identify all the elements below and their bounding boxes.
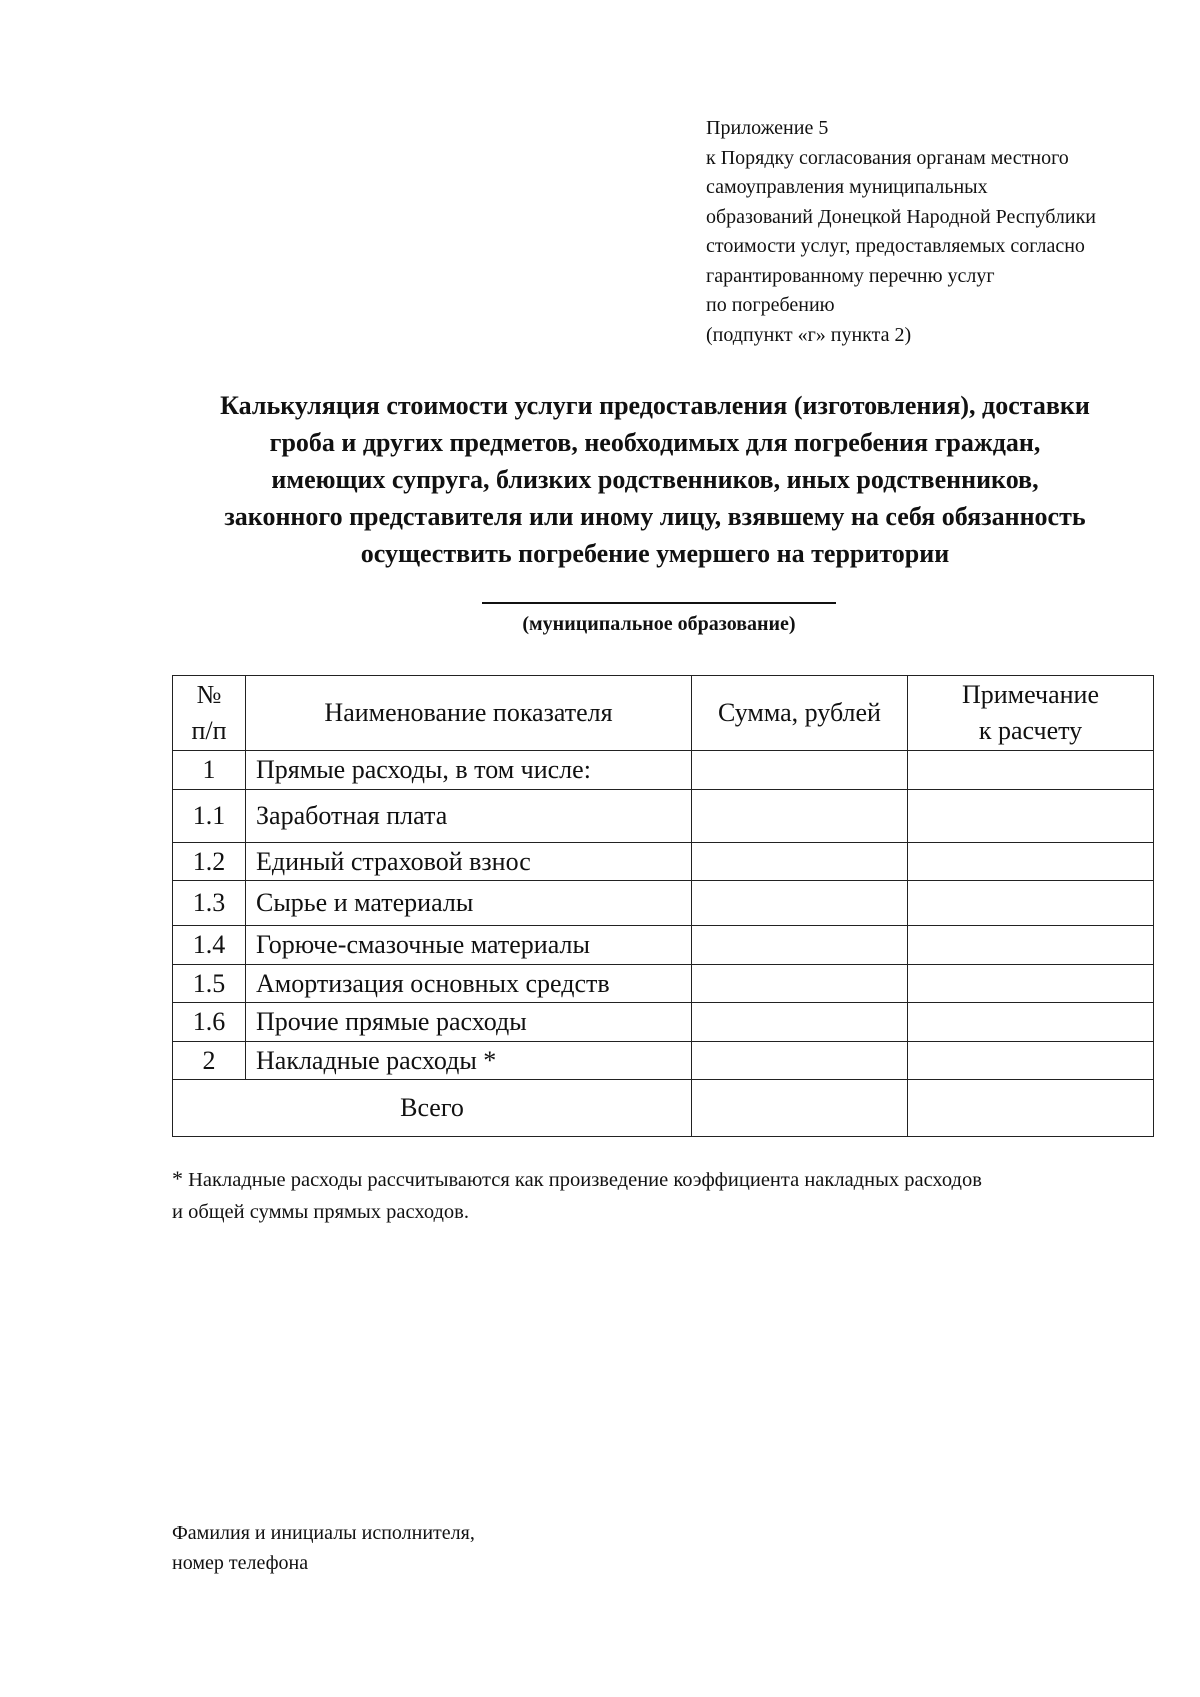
annex-line: (подпункт «г» пункта 2): [706, 323, 912, 346]
row-note-cell[interactable]: [908, 751, 1154, 790]
row-note-cell[interactable]: [908, 1042, 1154, 1080]
row-sum-cell[interactable]: [692, 926, 908, 965]
table-row: [173, 881, 1154, 926]
municipality-caption: (муниципальное образование): [522, 613, 796, 635]
table-row: [173, 1003, 1154, 1042]
table-row: [173, 751, 1154, 790]
total-note-cell[interactable]: [908, 1080, 1154, 1137]
row-name: Накладные расходы *: [246, 1042, 692, 1080]
total-label: Всего: [173, 1080, 692, 1137]
row-name: Амортизация основных средств: [246, 965, 692, 1003]
annex-line: самоуправления муниципальных: [706, 176, 988, 198]
municipality-blank-line: [482, 602, 836, 604]
row-sum-cell[interactable]: [692, 1003, 908, 1042]
annex-line: к Порядку согласования органам местного: [706, 146, 1069, 169]
table-row: [173, 965, 1154, 1003]
annex-line: по погребению: [706, 294, 835, 316]
table-row: [173, 926, 1154, 965]
title-line: имеющих супруга, близких родственников, иных родственников,: [271, 465, 1039, 494]
row-name: Сырье и материалы: [246, 881, 692, 926]
header-sum: Сумма, рублей: [692, 676, 908, 751]
row-note-cell[interactable]: [908, 926, 1154, 965]
row-num: 1: [173, 751, 246, 790]
annex-line: Приложение 5: [706, 117, 829, 139]
signature-line-2: номер телефона: [172, 1552, 309, 1574]
row-name: Прямые расходы, в том числе:: [246, 751, 692, 790]
header-name: Наименование показателя: [246, 676, 692, 751]
row-num: 1.5: [173, 965, 246, 1003]
row-note-cell[interactable]: [908, 1003, 1154, 1042]
header-note-line2: к расчету: [978, 716, 1083, 745]
annex-line: образований Донецкой Народной Республики: [706, 205, 1096, 228]
annex-line: гарантированному перечню услуг: [706, 264, 995, 287]
total-sum-cell[interactable]: [692, 1080, 908, 1137]
annex-line: стоимости услуг, предоставляемых согласно: [706, 235, 1085, 257]
row-note-cell[interactable]: [908, 881, 1154, 926]
row-num: 1.1: [173, 790, 246, 843]
row-sum-cell[interactable]: [692, 965, 908, 1003]
row-sum-cell[interactable]: [692, 790, 908, 843]
row-num: 1.4: [173, 926, 246, 965]
annex-block: [706, 114, 1176, 350]
calculation-table: [172, 675, 1154, 1137]
row-num: 1.6: [173, 1003, 246, 1042]
table-total-row: [173, 1080, 1154, 1137]
row-sum-cell[interactable]: [692, 1042, 908, 1080]
footnote-text-1: Накладные расходы рассчитываются как произведение коэффициента накладных расходов: [188, 1169, 982, 1191]
signature-line-1: Фамилия и инициалы исполнителя,: [172, 1522, 475, 1544]
row-name: Единый страховой взнос: [246, 843, 692, 881]
title-line: осуществить погребение умершего на территории: [360, 539, 950, 568]
header-num-line2: п/п: [191, 716, 227, 745]
row-note-cell[interactable]: [908, 790, 1154, 843]
title-line: гроба и других предметов, необходимых для погребения граждан,: [269, 428, 1041, 457]
table-row: [173, 790, 1154, 843]
row-sum-cell[interactable]: [692, 751, 908, 790]
table-header-row: [173, 676, 1154, 751]
table-row: [173, 1042, 1154, 1080]
document-title: [150, 387, 1160, 572]
row-note-cell[interactable]: [908, 965, 1154, 1003]
signature-block: [172, 1518, 672, 1578]
row-name: Заработная плата: [246, 790, 692, 843]
title-line: Калькуляция стоимости услуги предоставления (изготовления), доставки: [220, 391, 1090, 420]
footnote-line-1: [172, 1163, 1162, 1196]
row-note-cell[interactable]: [908, 843, 1154, 881]
table-row: [173, 843, 1154, 881]
footnote-asterisk: *: [172, 1166, 183, 1191]
footnote-text-2: и общей суммы прямых расходов.: [172, 1201, 469, 1223]
header-num-line1: №: [196, 680, 222, 709]
row-name: Горюче-смазочные материалы: [246, 926, 692, 965]
row-name: Прочие прямые расходы: [246, 1003, 692, 1042]
row-num: 1.3: [173, 881, 246, 926]
header-note: [908, 676, 1154, 751]
footnote: [172, 1163, 1162, 1228]
row-num: 2: [173, 1042, 246, 1080]
header-note-line1: Примечание: [961, 680, 1100, 709]
header-num: [173, 676, 246, 751]
row-sum-cell[interactable]: [692, 881, 908, 926]
row-num: 1.2: [173, 843, 246, 881]
title-line: законного представителя или иному лицу, взявшему на себя обязанность: [224, 502, 1086, 531]
row-sum-cell[interactable]: [692, 843, 908, 881]
